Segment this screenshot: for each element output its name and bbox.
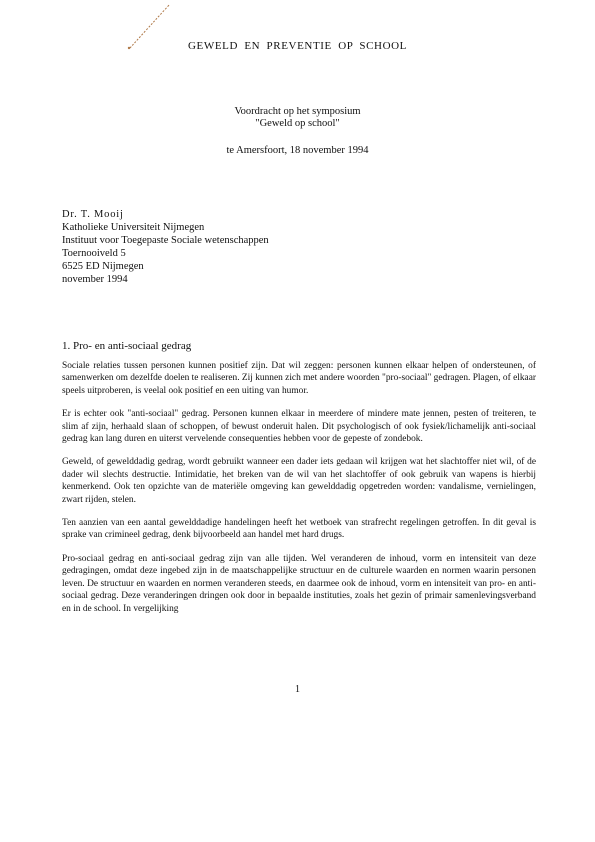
- author-block: [62, 208, 269, 286]
- author-university: Katholieke Universiteit Nijmegen: [62, 222, 205, 233]
- paragraph: Ten aanzien van een aantal gewelddadige handelingen heeft het wetboek van strafrecht regelingen getroffen. In dit geval is sprake van crimineel gedrag, denk bijvoorbeeld aan handel met hard drugs.: [62, 518, 536, 541]
- author-name: Dr. T. Mooij: [62, 209, 124, 220]
- page-number: 1: [295, 684, 300, 695]
- symposium-line: Voordracht op het symposium: [234, 106, 361, 117]
- author-institute: Instituut voor Toegepaste Sociale wetenschappen: [62, 235, 269, 246]
- author-street: Toernooiveld 5: [62, 248, 126, 259]
- location-date: te Amersfoort, 18 november 1994: [226, 145, 369, 156]
- paragraph: Geweld, of gewelddadig gedrag, wordt gebruikt wanneer een dader iets gedaan wil krijgen wat het slachtoffer niet wil, of de dader wil slechts destructie. Intimidatie, het breken van de wil van het slachtoffer of ook gebruik van wapens is hierbij kenmerkend. Ook ten opzichte van de materiële omgeving kan gewelddadig opgetreden worden: vandalisme, vernielingen, zwart rijden, stelen.: [62, 457, 536, 505]
- paragraph: Pro-sociaal gedrag en anti-sociaal gedrag zijn van alle tijden. Wel veranderen de inhoud, vorm en intensiteit van deze gedragingen, omdat deze ingebed zijn in de maatschappelijke structuur en de culturele waarden en normen waarin personen leven. De structuur en waarden en normen veranderen steeds, en daarmee ook de inhoud, vorm en intensiteit van pro- en anti-sociaal gedrag. Deze veranderingen dringen ook door in bepaalde instituties, zoals het gezin of primair samenlevingsverband en in de school. In vergelijking: [62, 553, 536, 614]
- document-title: GEWELD EN PREVENTIE OP SCHOOL: [187, 40, 408, 52]
- author-date: november 1994: [62, 274, 128, 285]
- section-heading: 1. Pro- en anti-sociaal gedrag: [62, 340, 192, 352]
- paragraph: Sociale relaties tussen personen kunnen positief zijn. Dat wil zeggen: personen kunnen elkaar helpen of ondersteunen, of samenwerken om dezelfde doelen te realiseren. Zij kunnen zich met andere woorden "pro-sociaal" gedragen. Plagen, of elkaar speels uitproberen, is veelal ook positief en een uiting van humor.: [62, 361, 536, 396]
- author-postal: 6525 ED Nijmegen: [62, 261, 144, 272]
- body-text: [62, 360, 536, 626]
- paragraph: Er is echter ook "anti-sociaal" gedrag. Personen kunnen elkaar in meerdere of mindere mate jennen, pesten of treiteren, te slim af zijn, herhaald slaan of schoppen, of bewust onderuit halen. Dit psychologisch of ook fysiek/lichamelijk anti-sociaal gedrag kan lang duren en uiterst vervelende consequenties hebben voor de gepeste of zondebok.: [62, 409, 536, 445]
- symposium-name: "Geweld op school": [255, 118, 340, 129]
